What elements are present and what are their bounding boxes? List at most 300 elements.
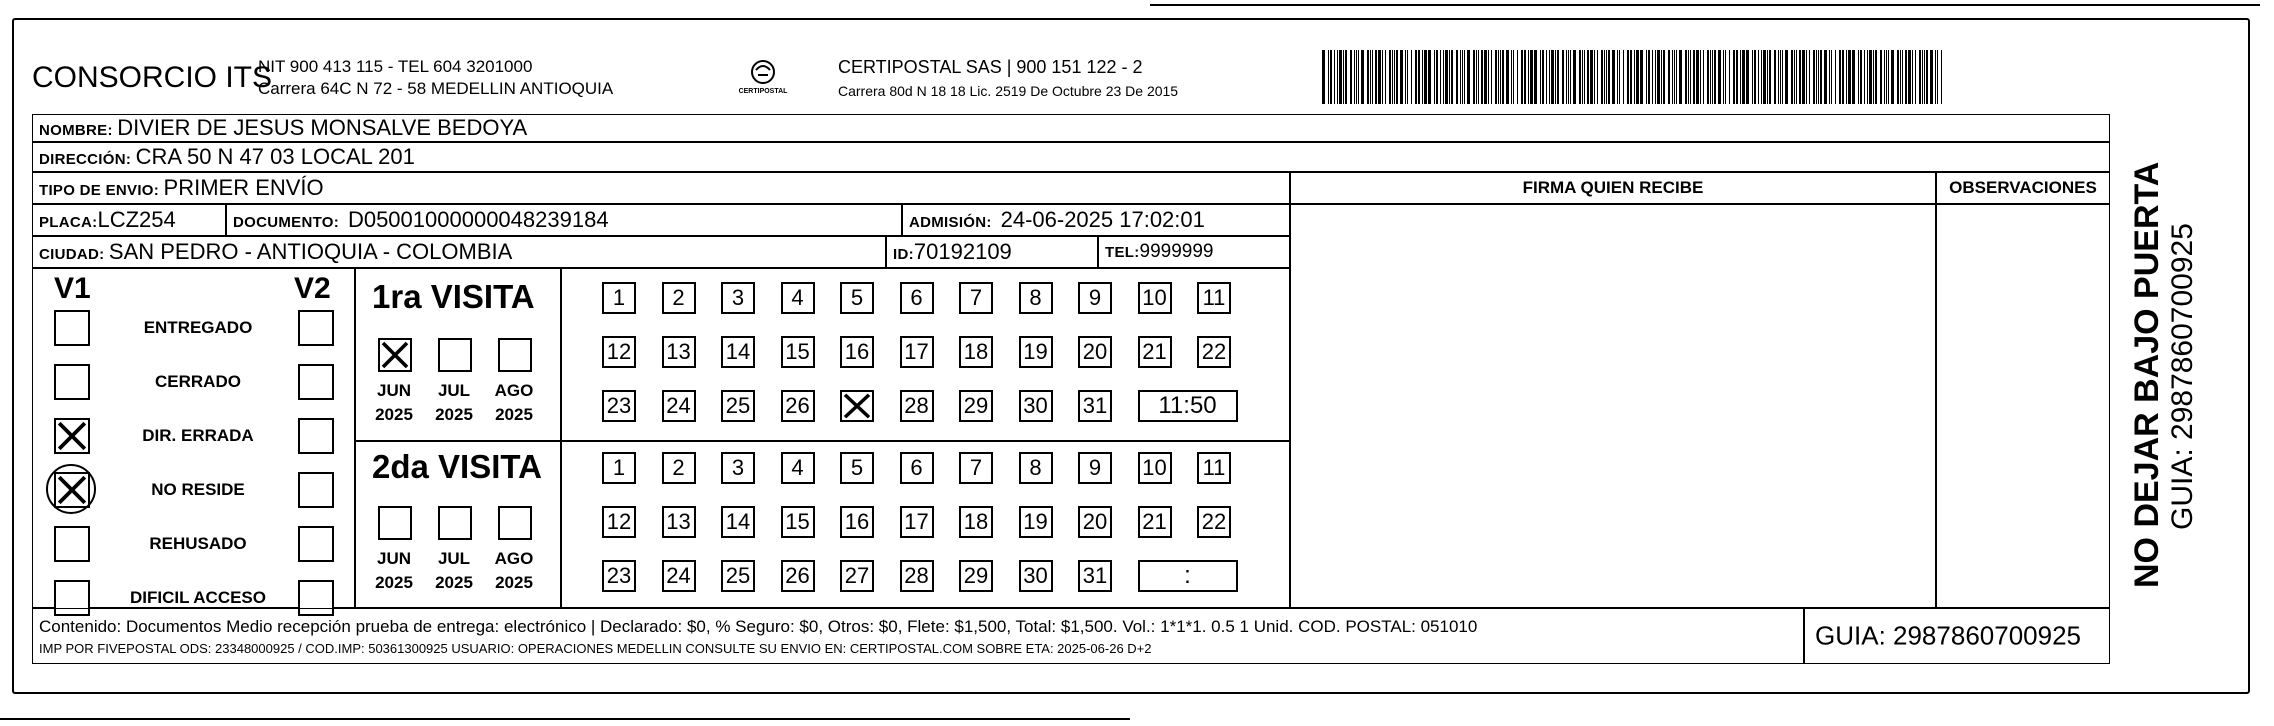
barcode-bar (1648, 50, 1650, 104)
day-box[interactable]: 23 (602, 390, 636, 422)
name-label: NOMBRE: (39, 122, 113, 139)
day-box[interactable]: 12 (602, 506, 636, 538)
v1-checkbox[interactable] (54, 310, 90, 346)
day-box[interactable]: 26 (781, 560, 815, 592)
barcode-bar (1456, 50, 1458, 104)
barcode-bar (1869, 50, 1872, 104)
barcode-bar (1568, 50, 1569, 104)
barcode-bar (1820, 50, 1822, 104)
barcode-bar (1495, 50, 1497, 104)
day-box[interactable]: 22 (1197, 506, 1231, 538)
barcode-bar (1941, 50, 1942, 104)
barcode-bar (1424, 50, 1427, 104)
day-box[interactable]: 28 (900, 560, 934, 592)
barcode-bar (1467, 50, 1470, 104)
barcode-bar (1443, 50, 1444, 104)
barcode-bar (1791, 50, 1793, 104)
day-box[interactable]: 1 (602, 452, 636, 484)
barcode-bar (1451, 50, 1453, 104)
signature-header-label: FIRMA QUIEN RECIBE (1522, 178, 1704, 197)
barcode-bar (1418, 50, 1420, 104)
barcode-bar (1858, 50, 1859, 104)
barcode-bar (1540, 50, 1541, 104)
day-box[interactable]: 29 (959, 560, 993, 592)
day-box[interactable]: 20 (1078, 506, 1112, 538)
barcode-bar (1630, 50, 1632, 104)
barcode-bar (1361, 50, 1364, 104)
month-label: JUN (376, 381, 411, 400)
day-box[interactable]: 19 (1019, 506, 1053, 538)
v1-checkbox[interactable] (54, 418, 90, 454)
day-box[interactable]: 24 (662, 390, 696, 422)
barcode-bar (1679, 50, 1682, 104)
barcode-bar (1873, 50, 1874, 104)
v2-checkbox[interactable] (298, 364, 334, 400)
barcode-bar (1758, 50, 1759, 104)
footer-guia: GUIA: 2987860700925 (1815, 620, 2081, 651)
day-box[interactable]: 5 (840, 452, 874, 484)
barcode-bar (1328, 50, 1329, 104)
barcode-bar (1769, 50, 1771, 104)
barcode-bar (1396, 50, 1398, 104)
day-box[interactable]: 11 (1197, 282, 1231, 314)
day-box[interactable]: 3 (721, 282, 755, 314)
barcode-bar (1534, 50, 1537, 104)
barcode-bar (1835, 50, 1836, 104)
barcode-bar (1690, 50, 1691, 104)
day-box[interactable]: 7 (959, 452, 993, 484)
month-checkbox[interactable] (498, 506, 532, 540)
barcode-bar (1354, 50, 1355, 104)
month-label: JUL (437, 381, 471, 400)
reason-label: REHUSADO (149, 534, 247, 553)
day-box[interactable]: 17 (900, 506, 934, 538)
shipment-row (32, 172, 1290, 204)
day-box[interactable]: 6 (900, 452, 934, 484)
barcode-bar (1428, 50, 1431, 104)
barcode-bar (1478, 50, 1479, 104)
courier-name: CERTIPOSTAL SAS | 900 151 122 - 2 (838, 57, 1143, 77)
barcode-bar (1742, 50, 1745, 104)
barcode-bar (1818, 50, 1819, 104)
logo-text: CERTIPOSTAL (738, 88, 788, 95)
barcode-bar (1888, 50, 1889, 104)
month-checkbox[interactable] (498, 338, 532, 372)
barcode-bar (1935, 50, 1936, 104)
day-box[interactable]: 19 (1019, 336, 1053, 368)
shipment-label: TIPO DE ENVIO: (39, 182, 160, 199)
month-label: AGO (494, 381, 534, 400)
barcode-bar (1546, 50, 1547, 104)
barcode-bar (1481, 50, 1483, 104)
time-box[interactable]: : (1138, 560, 1238, 592)
barcode-bar (1864, 50, 1865, 104)
day-box[interactable] (840, 390, 874, 422)
month-year: 2025 (495, 573, 533, 592)
barcode-bar (1900, 50, 1901, 104)
day-box[interactable]: 2 (662, 282, 696, 314)
barcode-bar (1740, 50, 1741, 104)
barcode-bar (1612, 50, 1615, 104)
barcode-bar (1657, 50, 1660, 104)
barcode-bar (1700, 50, 1701, 104)
barcode-bar (1829, 50, 1830, 104)
barcode-bar (1661, 50, 1662, 104)
barcode-bar (1912, 50, 1913, 104)
observations-header (1936, 172, 2110, 204)
barcode-bar (1411, 50, 1412, 104)
barcode-bar (1710, 50, 1711, 104)
barcode-bar (1813, 50, 1815, 104)
v2-checkbox[interactable] (298, 310, 334, 346)
barcode-bar (1668, 50, 1670, 104)
barcode-bar (1674, 50, 1675, 104)
barcode-bar (1590, 50, 1593, 104)
barcode-bar (1806, 50, 1807, 104)
barcode-bar (1502, 50, 1504, 104)
first-visit-title: 1ra VISITA (372, 278, 535, 315)
day-box[interactable]: 25 (721, 390, 755, 422)
barcode-bar (1816, 50, 1817, 104)
barcode-bar (1754, 50, 1756, 104)
day-box[interactable]: 26 (781, 390, 815, 422)
v1-checkbox[interactable] (54, 526, 90, 562)
barcode-bar (1785, 50, 1788, 104)
barcode-bar (1375, 50, 1377, 104)
day-box[interactable]: 4 (781, 452, 815, 484)
barcode-bar (1860, 50, 1862, 104)
reason-label: NO RESIDE (151, 480, 245, 499)
observations-header-label: OBSERVACIONES (1949, 178, 2097, 197)
day-box[interactable]: 15 (781, 506, 815, 538)
barcode-bar (1440, 50, 1441, 104)
v2-checkbox[interactable] (298, 472, 334, 508)
reason-label: DIFICIL ACCESO (129, 588, 266, 607)
plate-label: PLACA: (39, 214, 98, 231)
day-box[interactable]: 6 (900, 282, 934, 314)
barcode-bar (1392, 50, 1393, 104)
barcode-bar (1905, 50, 1907, 104)
barcode-bar (1415, 50, 1417, 104)
id-value: 70192109 (913, 239, 1012, 264)
barcode-bar (1926, 50, 1928, 104)
id-cell (886, 236, 1098, 268)
barcode-bar (1498, 50, 1499, 104)
barcode-bar (1712, 50, 1713, 104)
barcode-bar (1619, 50, 1620, 104)
day-box[interactable]: 21 (1138, 506, 1172, 538)
barcode-bar (1794, 50, 1795, 104)
barcode-bar (1915, 50, 1916, 104)
barcode-bar (1343, 50, 1344, 104)
month-year: 2025 (435, 405, 473, 424)
barcode-bar (1718, 50, 1721, 104)
plate-value: LCZ254 (97, 207, 176, 232)
v1-label: V1 (54, 272, 91, 305)
top-edge-line (1150, 4, 2260, 6)
admission-label: ADMISIÓN: (909, 214, 992, 231)
barcode-bar (1378, 50, 1381, 104)
day-box[interactable]: 20 (1078, 336, 1112, 368)
barcode-bar (1491, 50, 1492, 104)
day-box[interactable]: 21 (1138, 336, 1172, 368)
barcode-bar (1549, 50, 1550, 104)
barcode-bar (1530, 50, 1533, 104)
company-nit: NIT 900 413 115 - TEL 604 3201000 (258, 57, 533, 76)
barcode-bar (1696, 50, 1699, 104)
day-box[interactable]: 24 (662, 560, 696, 592)
address-label: DIRECCIÓN: (39, 151, 132, 168)
barcode-bar (1663, 50, 1665, 104)
day-box[interactable]: 14 (721, 336, 755, 368)
barcode-bar (1640, 50, 1643, 104)
day-box[interactable]: 2 (662, 452, 696, 484)
day-box[interactable]: 27 (840, 560, 874, 592)
barcode-bar (1587, 50, 1589, 104)
barcode-bar (1517, 50, 1518, 104)
month-checkbox[interactable] (378, 338, 412, 372)
bottom-edge-line (0, 718, 1130, 720)
tel-cell (1098, 236, 1290, 268)
barcode-bar (1778, 50, 1779, 104)
day-box[interactable]: 15 (781, 336, 815, 368)
v1-checkbox[interactable] (54, 364, 90, 400)
day-box[interactable]: 16 (840, 336, 874, 368)
barcode-bar (1555, 50, 1556, 104)
admission-cell (902, 204, 1290, 236)
day-box[interactable]: 11 (1197, 452, 1231, 484)
barcode-bar (1579, 50, 1581, 104)
barcode-bar (1407, 50, 1408, 104)
reason-label: ENTREGADO (143, 318, 253, 337)
address-row (32, 142, 2110, 172)
barcode-bar (1799, 50, 1801, 104)
barcode-bar (1601, 50, 1603, 104)
month-year: 2025 (375, 405, 413, 424)
barcode-bar (1782, 50, 1783, 104)
content-line: Contenido: Documentos Medio recepción prueba de entrega: electrónico | Declarado: $0, % Seguro: $0, Otros: $0, Flete: $1,500, Total: $1,500. Vol.: 1*1*1. 0.5 1 Unid. COD. POSTAL: 051010 (39, 617, 1478, 636)
barcode-bar (1562, 50, 1564, 104)
barcode-bar (1334, 50, 1335, 104)
barcode-bar (1930, 50, 1933, 104)
admission-value: 24-06-2025 17:02:01 (1000, 207, 1205, 232)
recipient-name: DIVIER DE JESUS MONSALVE BEDOYA (117, 115, 528, 140)
plate-cell (32, 204, 226, 236)
day-box[interactable]: 16 (840, 506, 874, 538)
day-box[interactable]: 23 (602, 560, 636, 592)
tel-value: 9999999 (1139, 241, 1214, 262)
day-box[interactable]: 17 (900, 336, 934, 368)
company-address: Carrera 64C N 72 - 58 MEDELLIN ANTIOQUIA (258, 79, 614, 98)
barcode-bar (1604, 50, 1605, 104)
barcode-bar (1521, 50, 1523, 104)
barcode-bar (1370, 50, 1371, 104)
city-value: SAN PEDRO - ANTIOQUIA - COLOMBIA (108, 239, 513, 264)
barcode-bar (1385, 50, 1386, 104)
barcode-bar (1831, 50, 1832, 104)
v2-checkbox[interactable] (298, 418, 334, 454)
barcode-bar (1394, 50, 1395, 104)
month-label: JUL (437, 549, 471, 568)
month-year: 2025 (435, 573, 473, 592)
barcode-bar (1462, 50, 1463, 104)
company-name: CONSORCIO ITS (32, 61, 273, 94)
month-checkbox[interactable] (378, 506, 412, 540)
barcode-bar (1688, 50, 1689, 104)
day-box[interactable]: 3 (721, 452, 755, 484)
barcode-bar (1542, 50, 1544, 104)
day-box[interactable]: 18 (959, 506, 993, 538)
day-box[interactable]: 8 (1019, 282, 1053, 314)
day-box[interactable]: 31 (1078, 560, 1112, 592)
visits-divider-h (354, 440, 1290, 442)
barcode-bar (1875, 50, 1877, 104)
time-box[interactable]: 11:50 (1138, 390, 1238, 422)
day-box[interactable]: 9 (1078, 452, 1112, 484)
v2-checkbox[interactable] (298, 526, 334, 562)
barcode-bar (1337, 50, 1338, 104)
barcode-bar (1824, 50, 1827, 104)
barcode-bar (1908, 50, 1911, 104)
barcode-bar (1350, 50, 1352, 104)
barcode-bar (1924, 50, 1925, 104)
day-box[interactable]: 22 (1197, 336, 1231, 368)
signature-area[interactable] (1290, 204, 1936, 608)
barcode-bar (1652, 50, 1653, 104)
barcode-bar (1330, 50, 1332, 104)
visits-divider-v (354, 268, 356, 608)
barcode-bar (1617, 50, 1618, 104)
barcode-bar (1445, 50, 1448, 104)
barcode-bar (1594, 50, 1595, 104)
barcode-bar (1746, 50, 1749, 104)
circle-mark (46, 464, 96, 514)
barcode-bar (1382, 50, 1383, 104)
barcode-bar (1884, 50, 1885, 104)
barcode-bar (1488, 50, 1489, 104)
courier-address: Carrera 80d N 18 18 Lic. 2519 De Octubre 23 De 2015 (838, 83, 1179, 99)
barcode-bar (1839, 50, 1841, 104)
barcode-bar (1729, 50, 1730, 104)
day-box[interactable]: 18 (959, 336, 993, 368)
barcode-bar (1672, 50, 1673, 104)
day-box[interactable]: 1 (602, 282, 636, 314)
day-box[interactable]: 29 (959, 390, 993, 422)
month-checkbox[interactable] (438, 506, 472, 540)
barcode-bar (1597, 50, 1598, 104)
barcode-bar (1372, 50, 1373, 104)
barcode-bar (1922, 50, 1923, 104)
barcode-bar (1551, 50, 1554, 104)
day-box[interactable]: 5 (840, 282, 874, 314)
footer-info (32, 608, 1804, 664)
barcode-bar (1767, 50, 1768, 104)
barcode-bar (1761, 50, 1762, 104)
document-label: DOCUMENTO: (233, 214, 340, 231)
barcode-bar (1449, 50, 1450, 104)
shipment-type: PRIMER ENVÍO (163, 175, 324, 200)
day-box[interactable]: 28 (900, 390, 934, 422)
day-box[interactable]: 25 (721, 560, 755, 592)
month-label: JUN (376, 549, 411, 568)
barcode-bar (1513, 50, 1514, 104)
barcode-bar (1608, 50, 1610, 104)
barcode-bar (1405, 50, 1406, 104)
barcode-bar (1422, 50, 1423, 104)
barcode-bar (1460, 50, 1461, 104)
reason-label: CERRADO (155, 372, 241, 391)
day-box[interactable]: 13 (662, 506, 696, 538)
second-visit-title: 2da VISITA (372, 448, 542, 485)
day-box[interactable]: 12 (602, 336, 636, 368)
side-warning: NO DEJAR BAJO PUERTA (2128, 161, 2166, 588)
barcode-bar (1389, 50, 1391, 104)
observations-area[interactable] (1936, 204, 2110, 608)
barcode-bar (1582, 50, 1583, 104)
day-box[interactable]: 10 (1138, 282, 1172, 314)
recipient-address: CRA 50 N 47 03 LOCAL 201 (135, 144, 415, 169)
barcode-bar (1736, 50, 1738, 104)
barcode-bar (1636, 50, 1639, 104)
barcode-bar (1557, 50, 1559, 104)
barcode-bar (1500, 50, 1501, 104)
day-box[interactable]: 13 (662, 336, 696, 368)
barcode-bar (1464, 50, 1465, 104)
barcode-bar (1473, 50, 1475, 104)
barcode-bar (1339, 50, 1342, 104)
barcode-bar (1809, 50, 1810, 104)
month-checkbox[interactable] (438, 338, 472, 372)
barcode-bar (1780, 50, 1781, 104)
barcode-bar (1358, 50, 1359, 104)
barcode-bar (1655, 50, 1656, 104)
v2-label: V2 (294, 272, 331, 305)
barcode-bar (1880, 50, 1882, 104)
barcode-bar (1436, 50, 1438, 104)
barcode-bar (1484, 50, 1487, 104)
barcode-bar (1693, 50, 1695, 104)
barcode-bar (1725, 50, 1726, 104)
barcode-bar (1842, 50, 1844, 104)
barcode-bar (1852, 50, 1855, 104)
name-row (32, 114, 2110, 142)
barcode-bar (1802, 50, 1805, 104)
barcode-bar (1867, 50, 1868, 104)
certipostal-logo (738, 58, 788, 102)
day-box[interactable]: 7 (959, 282, 993, 314)
barcode-bar (1356, 50, 1357, 104)
day-box[interactable]: 4 (781, 282, 815, 314)
barcode-bar (1902, 50, 1903, 104)
reason-label: DIR. ERRADA (142, 426, 254, 445)
day-box[interactable]: 9 (1078, 282, 1112, 314)
side-guia: GUIA: 2987860700925 (2166, 223, 2199, 530)
barcode-bar (1646, 50, 1647, 104)
barcode-bar (1891, 50, 1894, 104)
barcode-bar (1367, 50, 1369, 104)
day-box[interactable]: 8 (1019, 452, 1053, 484)
day-box[interactable]: 10 (1138, 452, 1172, 484)
day-box[interactable]: 30 (1019, 560, 1053, 592)
day-box[interactable]: 31 (1078, 390, 1112, 422)
barcode-bar (1511, 50, 1512, 104)
day-box[interactable]: 30 (1019, 390, 1053, 422)
barcode-bar (1685, 50, 1687, 104)
day-box[interactable]: 14 (721, 506, 755, 538)
barcode-bar (1528, 50, 1529, 104)
months-divider-v (560, 268, 562, 608)
imp-line: IMP POR FIVEPOSTAL ODS: 23348000925 / COD.IMP: 50361300925 USUARIO: OPERACIONES MEDELLIN CONSULTE SU ENVIO EN: CERTIPOSTAL.COM SOBRE ETA: 2025-06-26 D+2 (39, 641, 1152, 656)
